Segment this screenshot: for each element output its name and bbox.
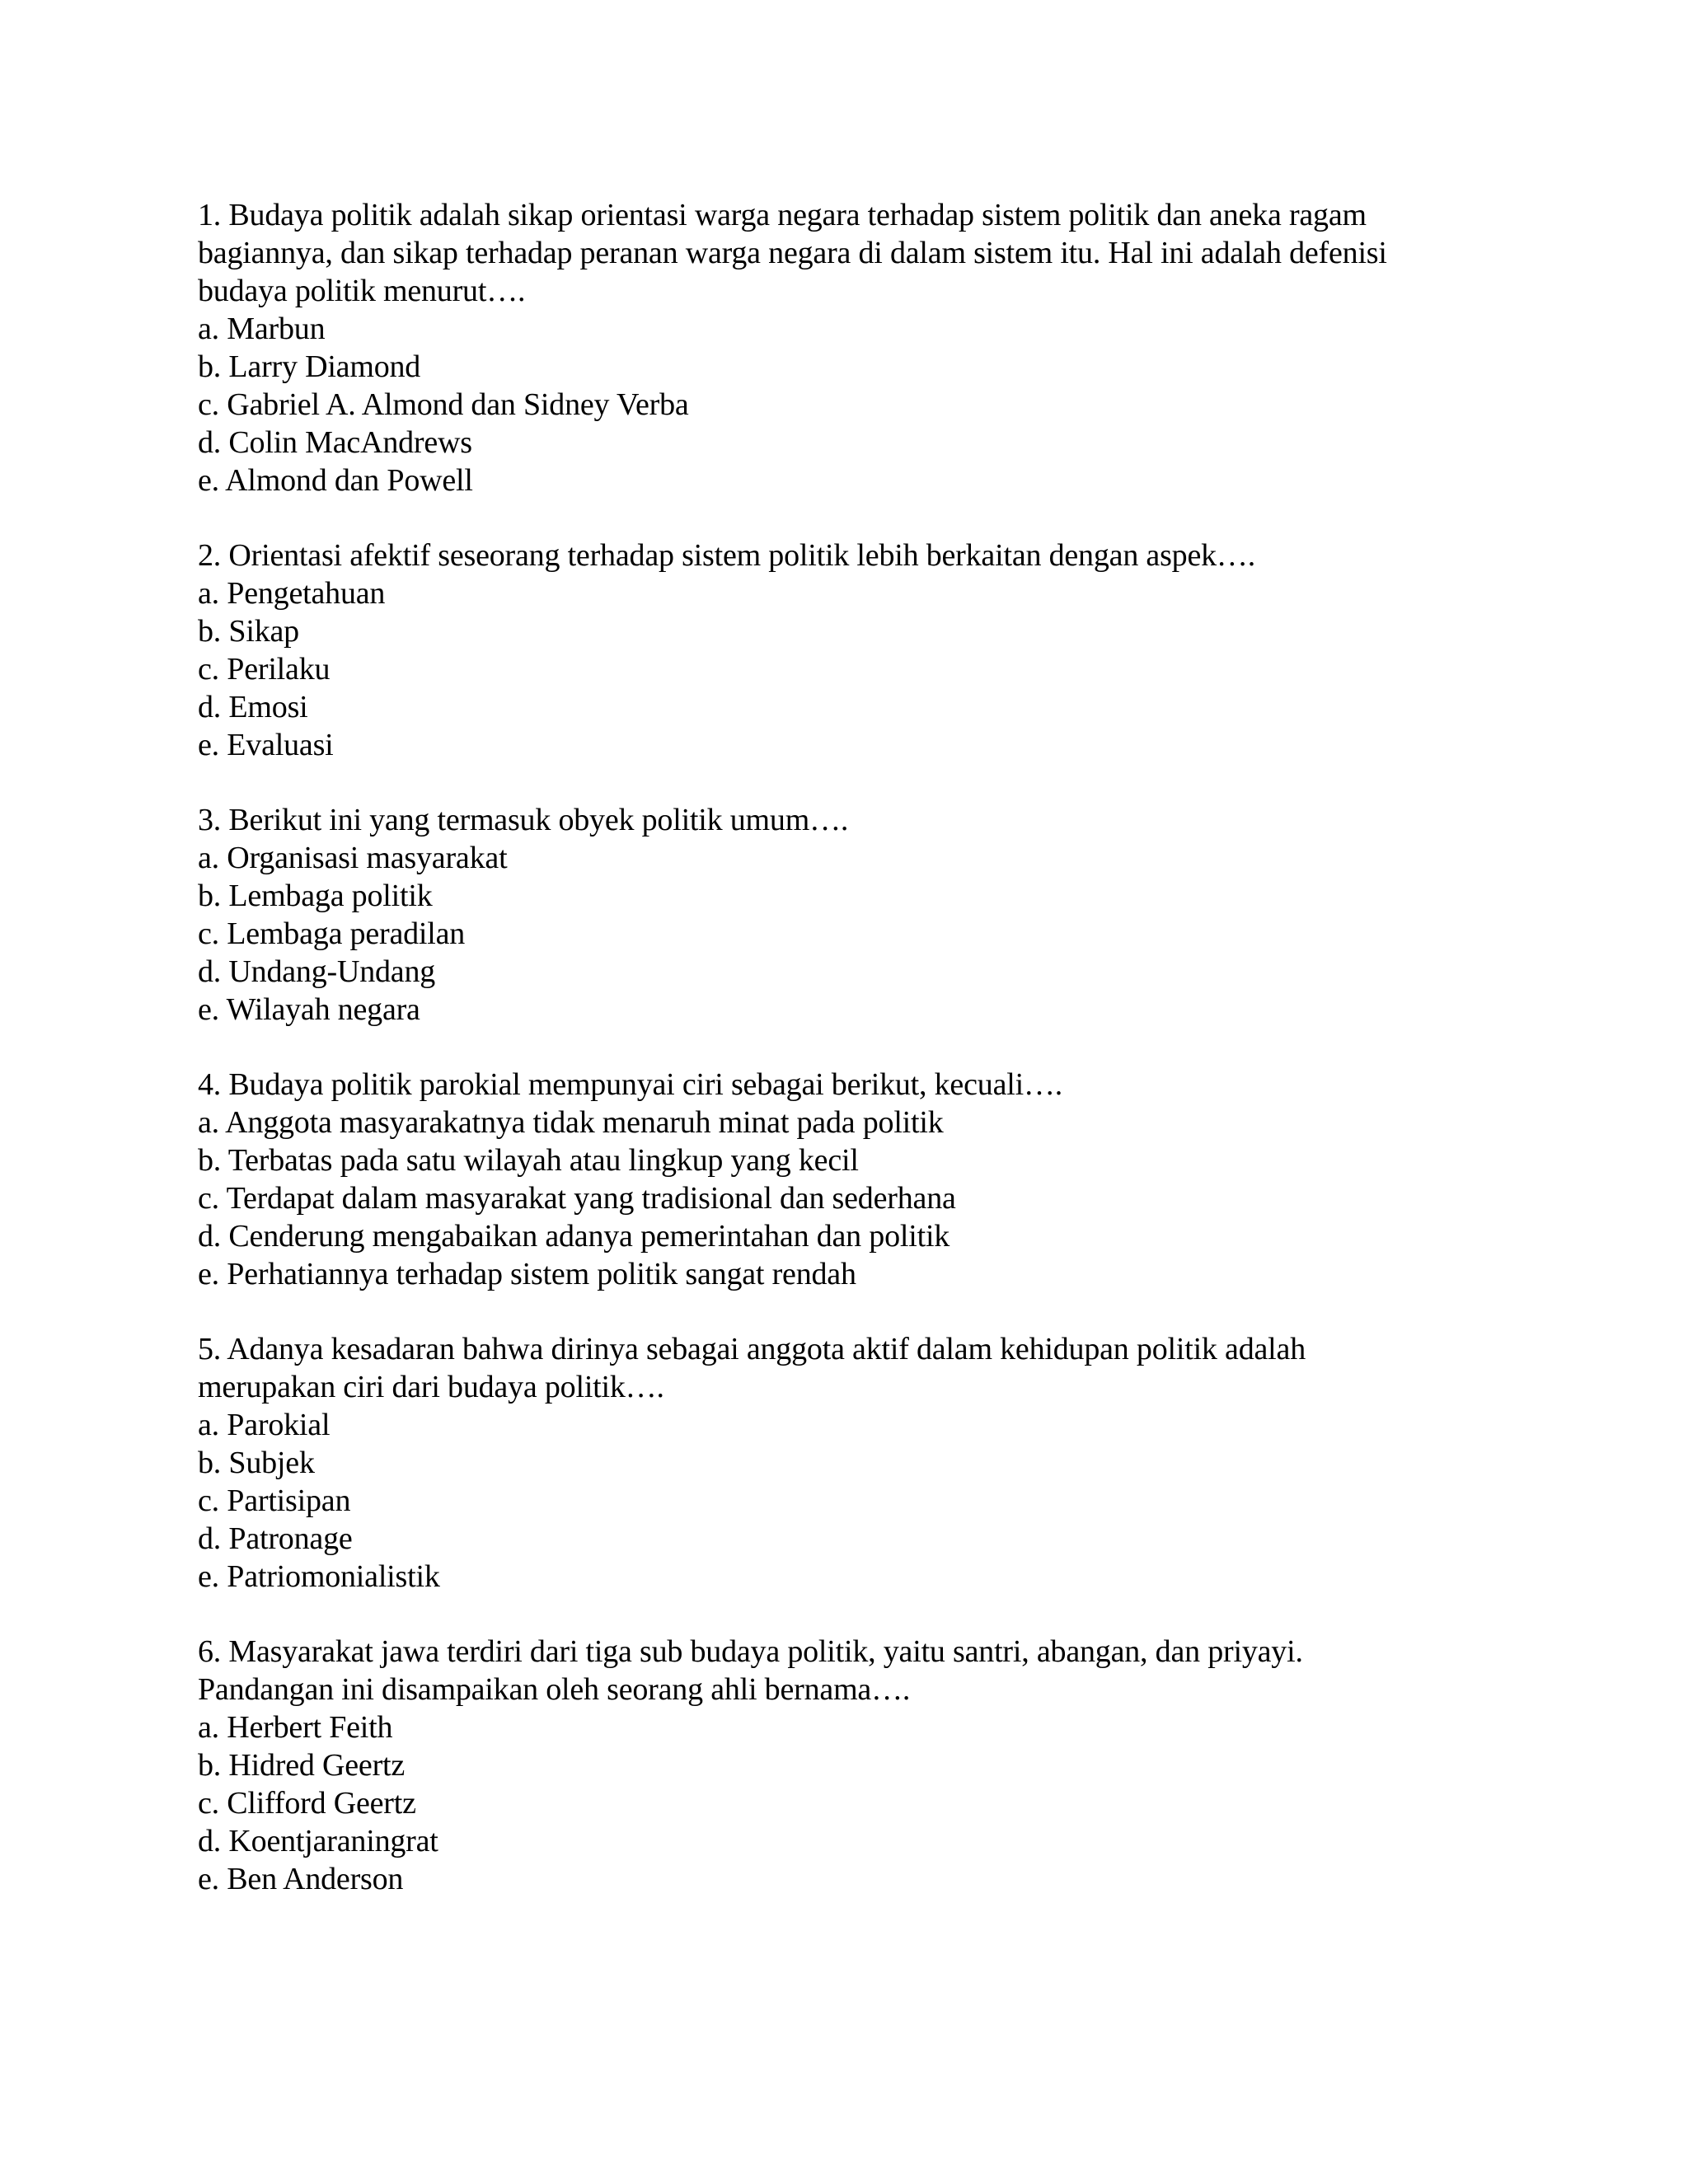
answer-option-d: d. Undang-Undang [198,954,436,989]
answer-option-a: a. Pengetahuan [198,576,386,611]
question-stem-line: Pandangan ini disampaikan oleh seorang ahli bernama…. [198,1672,911,1707]
question-stem-line: 1. Budaya politik adalah sikap orientasi warga negara terhadap sistem politik dan aneka ragam [198,198,1367,232]
answer-option-b: b. Terbatas pada satu wilayah atau lingkup yang kecil [198,1143,859,1178]
answer-option-c: c. Clifford Geertz [198,1786,416,1821]
answer-option-c: c. Partisipan [198,1483,351,1518]
question-4 [198,1066,1484,1293]
answer-option-b: b. Larry Diamond [198,349,421,384]
answer-option-c: c. Gabriel A. Almond dan Sidney Verba [198,387,689,422]
question-stem-line: 4. Budaya politik parokial mempunyai ciri sebagai berikut, kecuali…. [198,1067,1063,1102]
question-2 [198,537,1484,764]
answer-option-c: c. Perilaku [198,652,331,687]
answer-option-e: e. Evaluasi [198,728,334,762]
answer-option-a: a. Herbert Feith [198,1710,393,1745]
question-6 [198,1633,1484,1898]
answer-option-d: d. Emosi [198,690,308,724]
answer-option-b: b. Hidred Geertz [198,1748,406,1783]
question-stem-line: 3. Berikut ini yang termasuk obyek politik umum…. [198,803,849,837]
answer-option-c: c. Terdapat dalam masyarakat yang tradisional dan sederhana [198,1181,956,1216]
answer-option-a: a. Parokial [198,1408,331,1442]
answer-option-e: e. Patriomonialistik [198,1559,440,1594]
question-stem-line: budaya politik menurut…. [198,274,526,308]
answer-option-e: e. Ben Anderson [198,1862,404,1896]
question-stem-line: 6. Masyarakat jawa terdiri dari tiga sub budaya politik, yaitu santri, abangan, dan priyayi. [198,1634,1303,1669]
question-stem-line: merupakan ciri dari budaya politik…. [198,1370,664,1404]
answer-option-a: a. Marbun [198,312,326,346]
answer-option-d: d. Colin MacAndrews [198,425,472,460]
answer-option-b: b. Sikap [198,614,299,649]
question-3 [198,801,1484,1029]
answer-option-a: a. Organisasi masyarakat [198,841,508,875]
answer-option-d: d. Cenderung mengabaikan adanya pemerintahan dan politik [198,1219,950,1254]
question-1 [198,196,1484,499]
question-stem-line: 5. Adanya kesadaran bahwa dirinya sebagai anggota aktif dalam kehidupan politik adalah [198,1332,1306,1366]
answer-option-e: e. Perhatiannya terhadap sistem politik sangat rendah [198,1257,856,1291]
answer-option-b: b. Lembaga politik [198,879,433,913]
question-5 [198,1330,1484,1596]
answer-option-d: d. Patronage [198,1521,353,1556]
question-sheet [198,196,1484,1935]
question-stem-line: bagiannya, dan sikap terhadap peranan warga negara di dalam sistem itu. Hal ini adalah defenisi [198,236,1387,270]
answer-option-a: a. Anggota masyarakatnya tidak menaruh minat pada politik [198,1105,944,1140]
answer-option-e: e. Almond dan Powell [198,463,473,498]
answer-option-d: d. Koentjaraningrat [198,1824,438,1858]
answer-option-e: e. Wilayah negara [198,992,420,1027]
answer-option-b: b. Subjek [198,1446,315,1480]
answer-option-c: c. Lembaga peradilan [198,916,466,951]
question-stem-line: 2. Orientasi afektif seseorang terhadap sistem politik lebih berkaitan dengan aspek…. [198,538,1256,573]
